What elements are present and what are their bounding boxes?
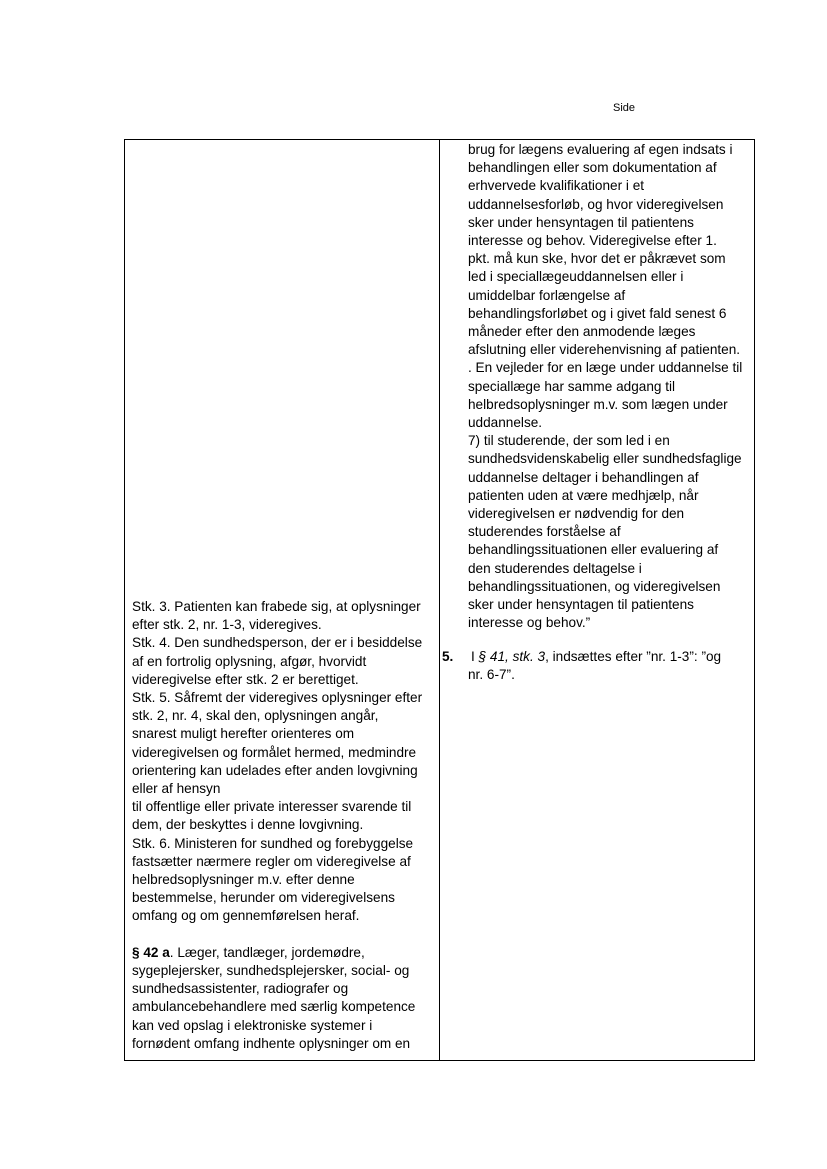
text-line: speciallæge har samme adgang til bbox=[468, 378, 676, 394]
current-law-text bbox=[132, 598, 437, 1053]
text-line: helbredsoplysninger m.v. efter denne bbox=[132, 872, 355, 888]
page-header-label: Side bbox=[613, 102, 636, 114]
text-line: stk. 2, nr. 4, skal den, oplysningen angår, bbox=[132, 708, 379, 724]
text-line: dem, der beskyttes i denne lovgivning. bbox=[132, 817, 364, 833]
amendment-first-line bbox=[468, 648, 753, 666]
text-line: led i speciallægeuddannelsen eller i bbox=[468, 269, 684, 285]
text-line: behandlingssituationen, og videregivelsen bbox=[468, 578, 721, 594]
text-line: snarest muligt herefter orienteres om bbox=[132, 726, 355, 742]
text-line: behandlingen eller som dokumentation af bbox=[468, 160, 717, 176]
text-line: uddannelse. bbox=[468, 415, 543, 431]
text-line: orientering kan udelades efter anden lovgivning bbox=[132, 762, 418, 778]
text-line: Stk. 3. Patienten kan frabede sig, at oplysninger bbox=[132, 599, 421, 614]
text-line: sygeplejersker, sundhedsplejersker, social- og bbox=[132, 963, 410, 979]
text-line: videregivelse efter stk. 2 er berettiget. bbox=[132, 671, 359, 687]
text-line: nr. 6-7”. bbox=[468, 667, 515, 683]
text-line: sundhedsvidenskabelig eller sundhedsfaglige bbox=[468, 451, 742, 467]
proposed-amendment-column bbox=[440, 140, 754, 1060]
section-42a-first-line bbox=[132, 944, 437, 962]
comparison-table bbox=[124, 139, 755, 1061]
text-line: interesse og behov.” bbox=[468, 615, 591, 631]
proposed-text bbox=[468, 141, 758, 632]
text-line: afslutning eller viderehenvisning af patienten. bbox=[468, 342, 741, 358]
text-line: helbredsoplysninger m.v. som lægen under bbox=[468, 396, 728, 412]
text-line: pkt. må kun ske, hvor det er påkrævet som bbox=[468, 251, 726, 267]
text-line: patienten uden at være medhjælp, når bbox=[468, 487, 699, 503]
text-line: uddannelse deltager i behandlingen af bbox=[468, 469, 699, 485]
text-line: videregivelsen er nødvendig for den bbox=[468, 506, 685, 522]
text-line: uddannelsesforløb, og hvor videregivelsen bbox=[468, 196, 724, 212]
text-line: brug for lægens evaluering af egen indsats i bbox=[468, 142, 733, 157]
text-line: interesse og behov. Videregivelse efter 1. bbox=[468, 233, 717, 249]
text-line: Stk. 6. Ministeren for sundhed og forebyggelse bbox=[132, 835, 414, 851]
text-line: 7) til studerende, der som led i en bbox=[468, 433, 670, 449]
text-line: ambulancebehandlere med særlig kompetence bbox=[132, 999, 416, 1015]
text-line: umiddelbar forlængelse af bbox=[468, 287, 626, 303]
text-line: til offentlige eller private interesser svarende til bbox=[132, 799, 412, 815]
text-fragment: , indsættes efter ”nr. 1-3”: ”og bbox=[545, 649, 722, 664]
text-line: sundhedsassistenter, radiografer og bbox=[132, 981, 349, 997]
text-line: kan ved opslag i elektroniske systemer i bbox=[132, 1017, 373, 1033]
text-line: fornødent omfang indhente oplysninger om en bbox=[132, 1035, 411, 1051]
text-line: måneder efter den anmodende læges bbox=[468, 324, 696, 340]
text-line: fastsætter nærmere regler om videregivelse af bbox=[132, 853, 411, 869]
amendment-number: 5. bbox=[442, 649, 454, 664]
text-line: videregivelsen og formålet hermed, medmindre bbox=[132, 744, 417, 760]
paragraph-spacer bbox=[132, 926, 437, 944]
text-line: studerendes forståelse af bbox=[468, 524, 621, 540]
text-line: efter stk. 2, nr. 1-3, videregives. bbox=[132, 617, 322, 633]
text-line: erhvervede kvalifikationer i et bbox=[468, 178, 645, 194]
text-line: sker under hensyntagen til patientens bbox=[468, 597, 694, 613]
text-line: behandlingssituationen eller evaluering af bbox=[468, 542, 719, 558]
law-reference: § 41, stk. 3 bbox=[478, 649, 546, 664]
text-line: Stk. 5. Såfremt der videregives oplysninger efter bbox=[132, 690, 423, 706]
text-line: Stk. 4. Den sundhedsperson, der er i besiddelse bbox=[132, 635, 423, 651]
text-line: den studerendes deltagelse i bbox=[468, 560, 642, 576]
amendment-body bbox=[468, 648, 753, 684]
text-line: eller af hensyn bbox=[132, 781, 221, 797]
text-line: omfang og om gennemførelsen heraf. bbox=[132, 908, 360, 924]
text-line: bestemmelse, herunder om videregivelsens bbox=[132, 890, 395, 906]
current-law-column bbox=[125, 140, 440, 1060]
section-42a-heading: § 42 a bbox=[132, 944, 170, 960]
text-line: sker under hensyntagen til patientens bbox=[468, 214, 694, 230]
text-line: af en fortrolig oplysning, afgør, hvorvidt bbox=[132, 653, 367, 669]
text-fragment: . Læger, tandlæger, jordemødre, bbox=[169, 944, 365, 960]
text-line: behandlingsforløbet og i givet fald senest 6 bbox=[468, 305, 727, 321]
text-fragment: I bbox=[471, 649, 479, 664]
text-line: . En vejleder for en læge under uddannelse til bbox=[468, 360, 743, 376]
